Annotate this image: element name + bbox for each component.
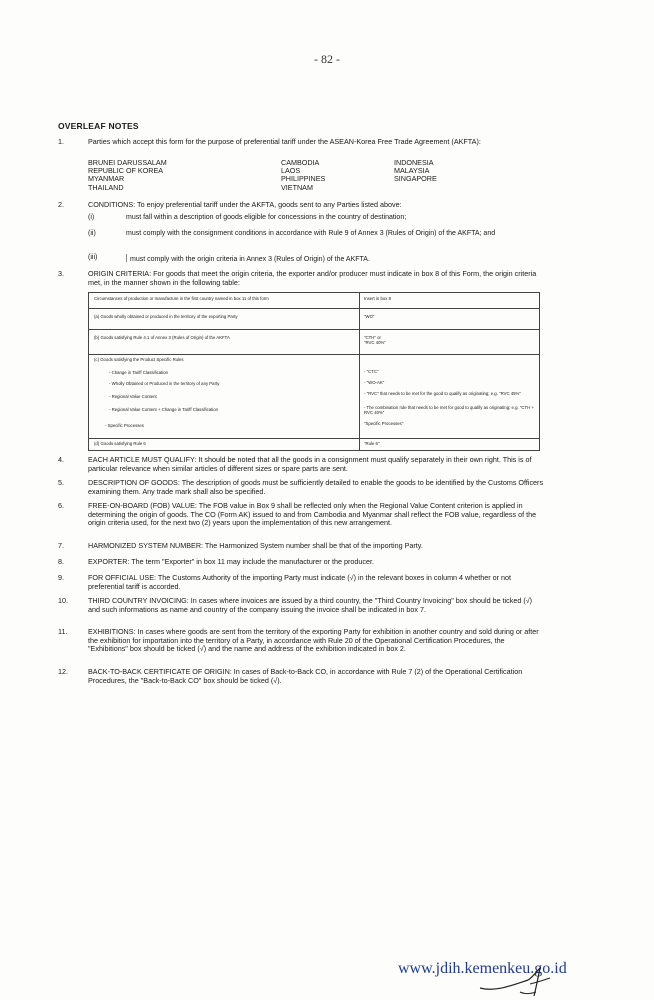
table-row-divider	[89, 438, 539, 439]
condition-iii	[88, 254, 548, 264]
note-item-6	[58, 502, 546, 528]
table-row-c-item: - Regional Value Content + Change in Tariff Classification	[109, 407, 219, 412]
note-text: HARMONIZED SYSTEM NUMBER: The Harmonized System number shall be that of the importing Party.	[88, 541, 423, 550]
note-item-7	[58, 542, 546, 551]
note-number: 2.	[58, 200, 64, 209]
table-row-b-value: "CTH" or	[364, 335, 381, 340]
condition-text: must comply with the origin criteria in Annex 3 (Rules of Origin) of the AKFTA.	[130, 256, 370, 263]
condition-i	[88, 214, 548, 222]
note-text: DESCRIPTION OF GOODS: The description of goods must be sufficiently detailed to enable the goods to be identified by the Customs Officers examining them. Any trade mark shall also be specified.	[88, 478, 544, 496]
table-row-divider	[89, 354, 539, 355]
note-number: 10.	[58, 596, 68, 605]
table-row-c-value: - "CTC"	[364, 369, 379, 374]
origin-criteria-table	[88, 292, 540, 451]
note-text: EXHIBITIONS: In cases where goods are sent from the territory of the exporting Party for exhibition in another country and sold during or after the exhibition for importation into the territory of a Party, in accordance with Rule 20 of the Operational Certification Procedures, the "Exhibitions" box should be ticked (√) and the name and address of the exhibition indicated in box 2.	[88, 627, 539, 653]
country-name: REPUBLIC OF KOREA	[88, 166, 164, 176]
table-row-c-item: - Regional Value Content	[109, 394, 157, 399]
note-item-1	[58, 138, 546, 147]
table-row-d-right: "Rule 6"	[364, 441, 380, 446]
note-item-8	[58, 558, 546, 567]
table-row-a-left: (a) Goods wholly obtained or produced in the territory of the exporting Party	[94, 314, 238, 319]
table-row-c-value: - "WO-AK"	[364, 380, 385, 385]
table-row-d-left: (d) Goods satisfying Rule 6	[94, 441, 146, 446]
note-number: 7.	[58, 541, 64, 550]
table-row-c-value: "Specific Processes"	[364, 421, 404, 426]
table-row-c-value: - "RVC" that needs to be met for the good to qualify as originating; e.g. "RVC 45%"	[364, 391, 521, 396]
condition-numeral: (i)	[88, 214, 95, 221]
table-row-c-item: - Wholly Obtained or Produced in the territory of any Party	[109, 381, 220, 386]
note-text: THIRD COUNTRY INVOICING: In cases where invoices are issued by a third country, the "Third Country Invoicing" box should be ticked (√) and such informations as name and country of the company issuing the invoice shall be indicated in box 7.	[88, 596, 533, 614]
condition-numeral: (ii)	[88, 230, 96, 237]
note-item-9	[58, 574, 546, 591]
note-number: 1.	[58, 137, 64, 146]
note-number: 3.	[58, 269, 64, 278]
table-row-c-item: - Specific Processes	[105, 423, 144, 428]
country-name: THAILAND	[88, 182, 124, 192]
margin-mark	[126, 254, 127, 262]
table-row-b-value: "RVC 40%"	[364, 340, 386, 346]
note-item-11	[58, 628, 546, 654]
table-row-c-title: (c) Goods satisfying the Product Specific Rules	[94, 357, 184, 362]
country-name: PHILIPPINES	[281, 174, 326, 184]
condition-ii	[88, 230, 548, 238]
note-item-3	[58, 270, 546, 287]
note-number: 8.	[58, 557, 64, 566]
jdih-watermark: www.jdih.kemenkeu.go.id	[398, 960, 567, 977]
table-header-circumstances: Circumstances of production or manufacture in the first country named in box 11 of this form	[94, 296, 269, 301]
overleaf-notes-heading: OVERLEAF NOTES	[58, 121, 139, 131]
note-number: 9.	[58, 573, 64, 582]
country-name: CAMBODIA	[281, 158, 320, 167]
note-text: BACK-TO-BACK CERTIFICATE OF ORIGIN: In cases of Back-to-Back CO, in accordance with Rule 7 (2) of the Operational Certification Procedures, the "Back-to-Back CO" box should be ticked (√).	[88, 667, 523, 685]
country-name: VIETNAM	[281, 182, 313, 192]
note-text: FREE-ON-BOARD (FOB) VALUE: The FOB value in Box 9 shall be reflected only when the Regional Value Content criterion is applied in determining the origin of goods. The CO (Form AK) issued to and from Cambodia and Myanmar shall reflect the FOB value, regardless of the origin criteria used, for the next two (2) years upon the implementation of this new arrangement.	[88, 501, 537, 527]
country-name: BRUNEI DARUSSALAM	[88, 158, 167, 167]
table-row-divider	[89, 308, 539, 309]
table-row-divider	[89, 329, 539, 330]
note-item-10	[58, 597, 546, 614]
note-number: 5.	[58, 478, 64, 487]
note-text: EACH ARTICLE MUST QUALIFY: It should be noted that all the goods in a consignment must qualify separately in their own right. This is of particular relevance when similar articles of different sizes or spare parts are sent.	[88, 455, 532, 473]
table-header-insert: Insert in box 8	[364, 296, 391, 301]
signature-scribble	[470, 958, 570, 998]
note-item-4	[58, 456, 546, 473]
country-name: MALAYSIA	[394, 166, 430, 176]
note-text: Parties which accept this form for the purpose of preferential tariff under the ASEAN-Korea Free Trade Agreement (AKFTA):	[88, 137, 481, 146]
country-name: LAOS	[281, 166, 301, 176]
country-name: SINGAPORE	[394, 174, 437, 184]
note-number: 4.	[58, 455, 64, 464]
table-column-divider	[359, 293, 360, 450]
note-item-12	[58, 668, 546, 685]
table-row-a-right: "WO"	[364, 314, 375, 319]
table-row-c-item: - Change in Tariff Classification	[109, 370, 169, 375]
note-text: ORIGIN CRITERIA: For goods that meet the origin criteria, the exporter and/or producer must indicate in box 8 of this Form, the origin criteria met, in the manner shown in the following table:	[88, 269, 537, 287]
page-number: - 82 -	[314, 52, 340, 66]
table-row-b-right	[364, 335, 534, 346]
country-name: MYANMAR	[88, 174, 125, 184]
condition-numeral: (iii)	[88, 254, 98, 261]
condition-text: must comply with the consignment conditions in accordance with Rule 9 of Annex 3 (Rules of Origin) of the AKFTA; and	[126, 230, 496, 237]
note-item-2	[58, 201, 546, 210]
note-text: EXPORTER: The term "Exporter" in box 11 may include the manufacturer or the producer.	[88, 557, 374, 566]
note-number: 11.	[58, 627, 68, 636]
condition-text: must fall within a description of goods eligible for concessions in the country of destination;	[126, 214, 407, 221]
note-number: 6.	[58, 501, 64, 510]
note-text: FOR OFFICIAL USE: The Customs Authority of the importing Party must indicate (√) in the relevant boxes in column 4 whether or not preferential tariff is accorded.	[88, 573, 511, 591]
note-number: 12.	[58, 667, 68, 676]
table-row-c-value: - The combination rule that needs to be met for good to qualify as originating; e.g. "CTH + RVC 40%"	[364, 405, 534, 416]
country-name: INDONESIA	[394, 158, 434, 167]
note-item-5	[58, 479, 546, 496]
note-text: CONDITIONS: To enjoy preferential tariff under the AKFTA, goods sent to any Parties listed above:	[88, 200, 402, 209]
table-row-b-left: (b) Goods satisfying Rule 4.1 of Annex 3 (Rules of Origin) of the AKFTA	[94, 335, 230, 340]
